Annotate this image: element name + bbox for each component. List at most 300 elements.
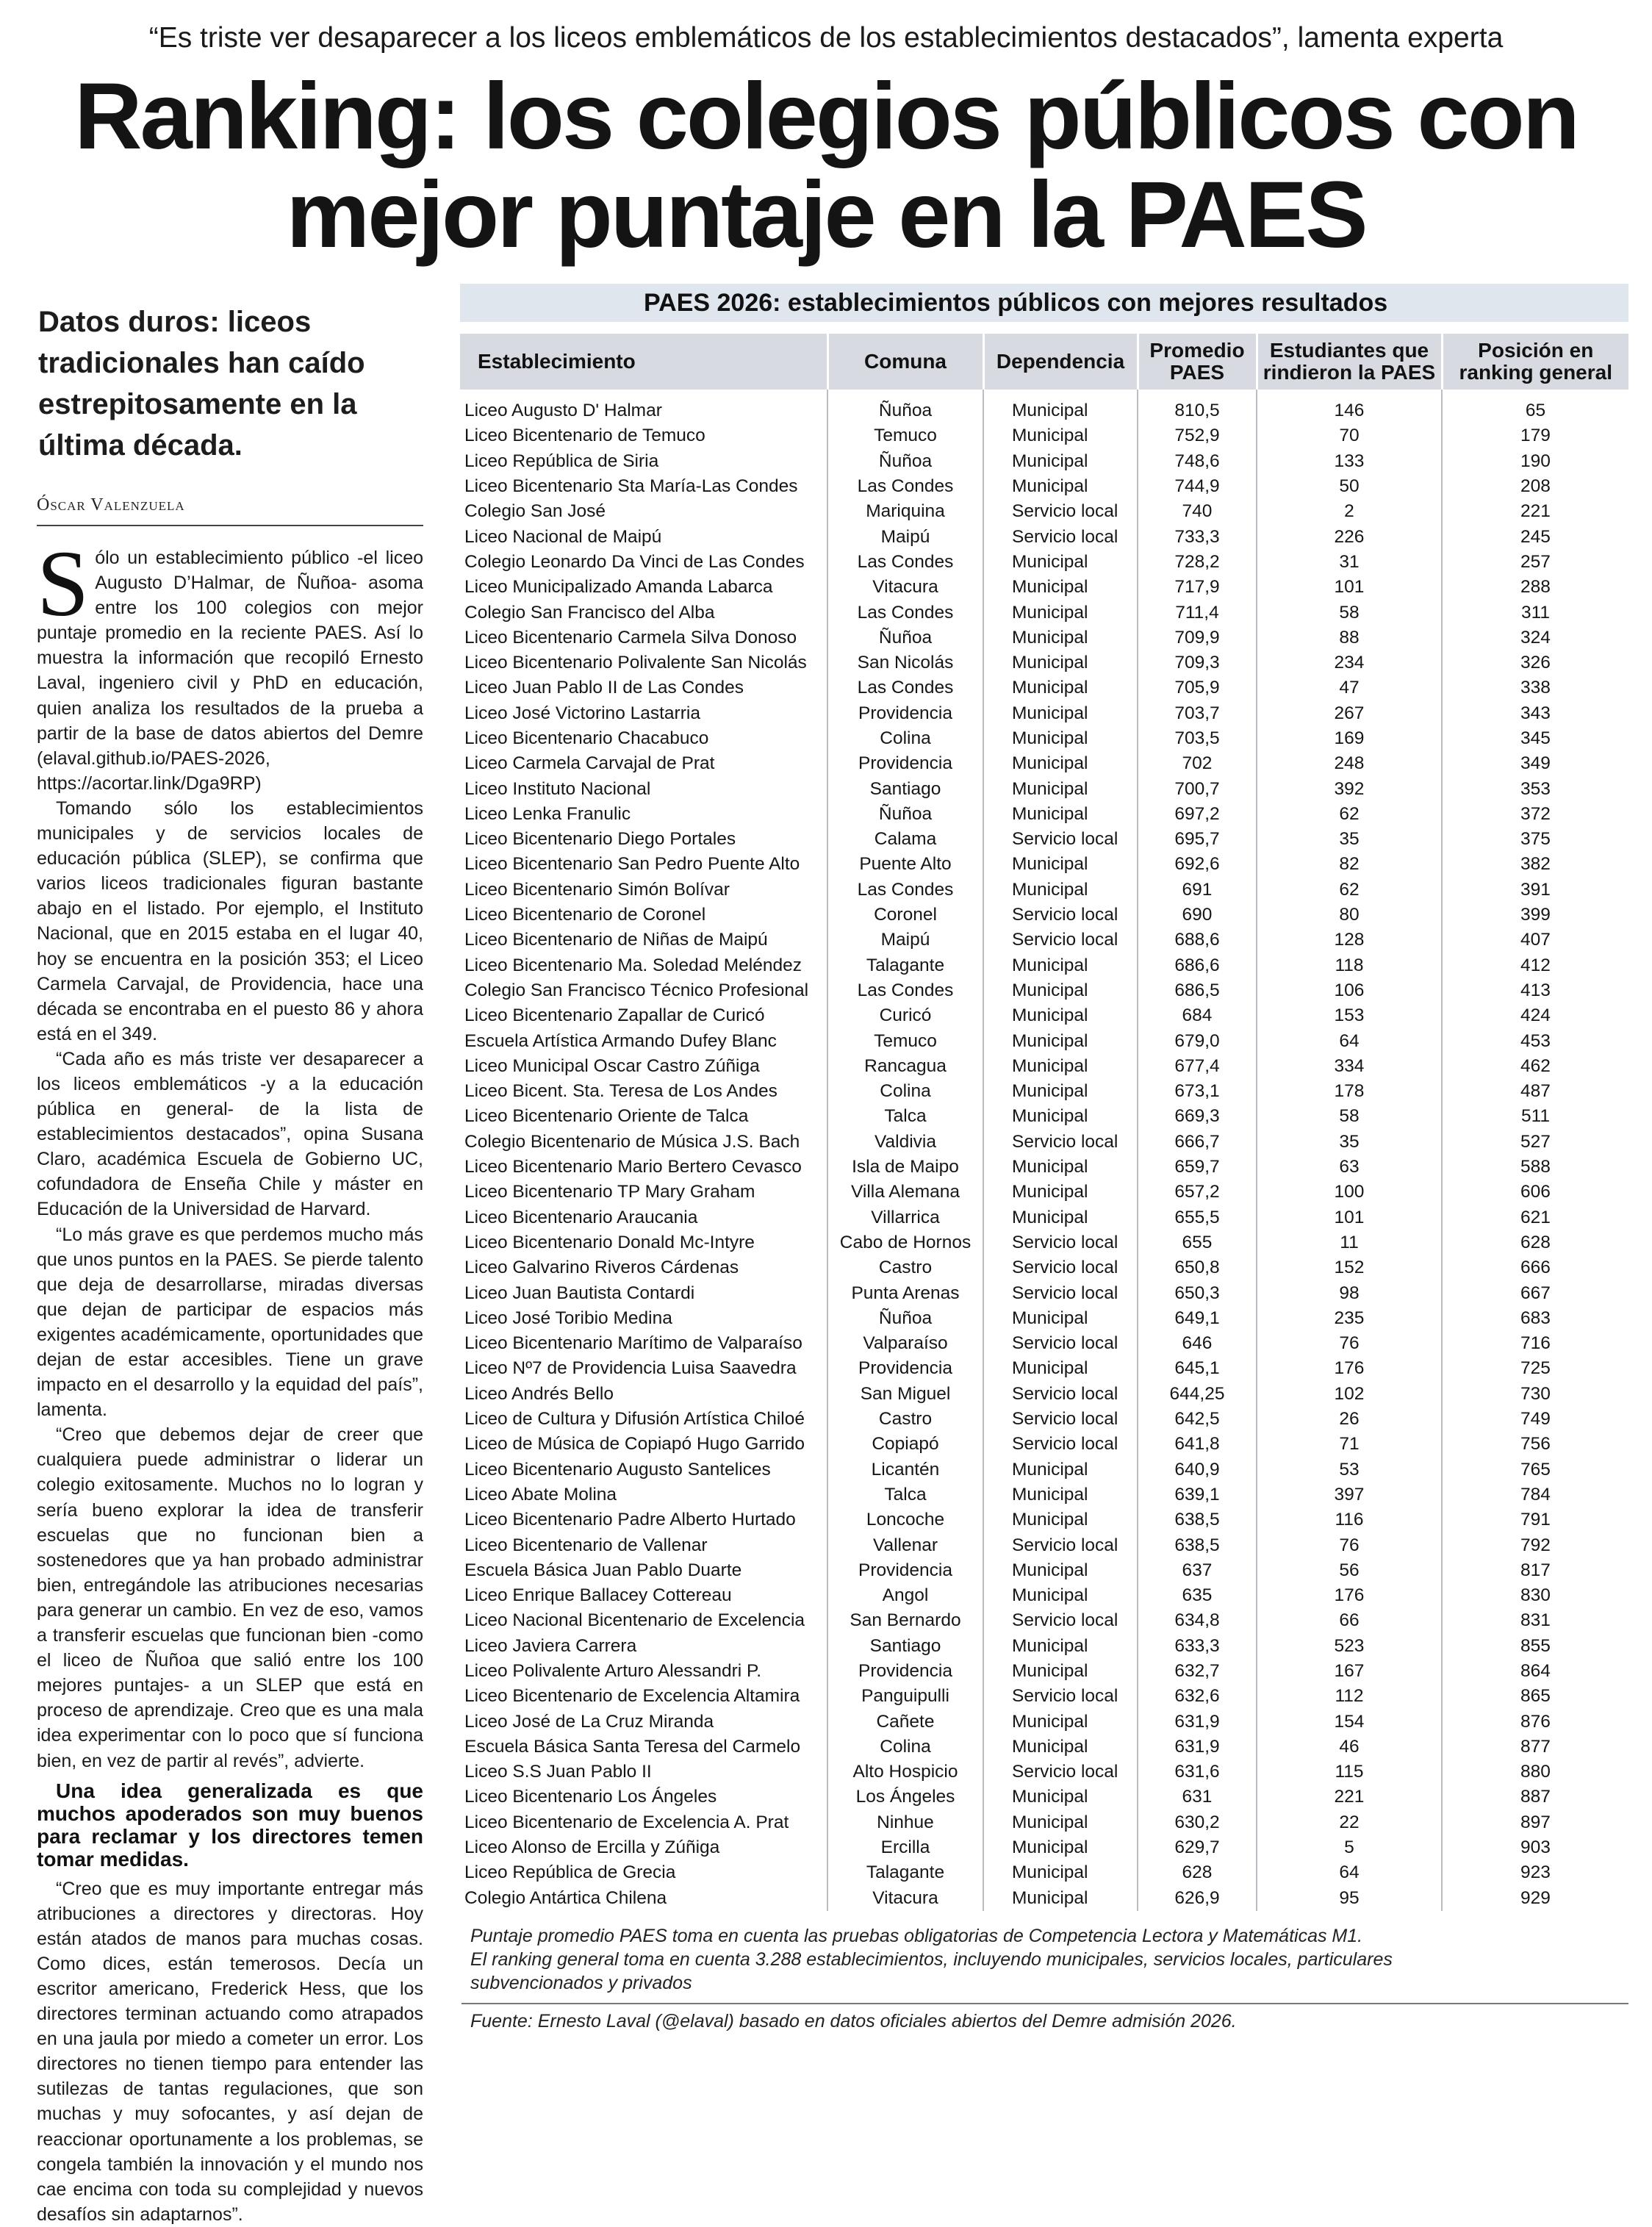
header-establecimiento: Establecimiento: [460, 334, 827, 390]
cell-promedio: 717,9: [1138, 575, 1257, 600]
cell-establecimiento: Liceo Bicent. Sta. Teresa de Los Andes: [464, 1081, 777, 1102]
note-ranking: El ranking general toma en cuenta 3.288 establecimientos, incluyendo municipales, servicios locales, particulares subvencionados y privados: [470, 1949, 1393, 1993]
cell-comuna: Ñuñoa: [827, 625, 983, 650]
cell-posicion: 880: [1442, 1760, 1628, 1785]
article-paragraph: “Creo que debemos dejar de creer que cualquiera puede administrar o liderar un colegio exitosamente. Muchos no lo logran y sería bueno explorar la idea de transferir escuelas que no funcionan bien a sostenedores que ya han probado administrar bien, entregándole las atribuciones necesarias para generar un cambio. En vez de eso, vamos a transferir escuelas que funcionan bien -como el liceo de Ñuñoa que salió entre los 100 mejores puntajes- a un SLEP que está en proceso de aprendizaje. Creo que es una mala idea experimentar con lo poco que sí funciona bien, en vez de partir al revés”, advierte.: [37, 1424, 423, 1771]
table-header-row: [460, 334, 1628, 390]
cell-promedio: 655,5: [1138, 1205, 1257, 1230]
cell-estudiantes: 70: [1257, 423, 1442, 448]
header-posicion: [1442, 334, 1628, 390]
cell-estudiantes: 334: [1257, 1054, 1442, 1079]
cell-posicion: 716: [1442, 1331, 1628, 1356]
cell-dependencia: Municipal: [983, 1709, 1138, 1734]
cell-dependencia: Municipal: [983, 1634, 1138, 1659]
table-row: [460, 751, 1628, 776]
article-text: ólo un establecimiento público -el liceo Augusto D’Halmar, de Ñuñoa- asoma entre los 100 colegios con mejor puntaje promedio en la reciente PAES. Así lo muestra la información que recopiló Ernesto Laval, ingeniero civil y PhD en educación, quien analiza los resultados de la prueba a partir de la base de datos abiertos del Demre (elaval.github.io/PAES-2026, https://acortar.link/Dga9RP): [37, 548, 423, 794]
cell-posicion: 190: [1442, 449, 1628, 474]
cell-estudiantes: 112: [1257, 1684, 1442, 1709]
cell-estudiantes: 47: [1257, 675, 1442, 700]
cell-dependencia: Municipal: [983, 1835, 1138, 1860]
cell-estudiantes: 169: [1257, 726, 1442, 751]
cell-establecimiento: Liceo Bicentenario Mario Bertero Cevasco: [464, 1157, 802, 1177]
table-source: Fuente: Ernesto Laval (@elaval) basado en datos oficiales abiertos del Demre admisión 2026.: [470, 2011, 1237, 2031]
cell-estudiantes: 248: [1257, 751, 1442, 776]
article-paragraph: Tomando sólo los establecimientos municipales y de servicios locales de educación pública (SLEP), se confirma que varios liceos tradicionales figuran bastante abajo en el listado. Por ejemplo, el Instituto Nacional, que en 2015 estaba en el lugar 40, hoy se encuentra en la posición 353; el Liceo Carmela Carvajal, de Providencia, hace una década se encontraba en el puesto 86 y ahora está en el 349.: [37, 797, 423, 1044]
table-row: [460, 1709, 1628, 1734]
table-row: [460, 550, 1628, 575]
cell-establecimiento: Liceo Nacional Bicentenario de Excelencia: [464, 1610, 805, 1631]
cell-dependencia: Municipal: [983, 650, 1138, 675]
cell-establecimiento: Liceo Bicentenario San Pedro Puente Alto: [464, 854, 800, 875]
table-row: [460, 600, 1628, 625]
table-row: [460, 1407, 1628, 1432]
cell-posicion: 929: [1442, 1886, 1628, 1911]
cell-posicion: 765: [1442, 1457, 1628, 1482]
table-row: [460, 524, 1628, 549]
cell-posicion: 326: [1442, 650, 1628, 675]
cell-promedio: 634,8: [1138, 1608, 1257, 1633]
cell-establecimiento: Liceo Instituto Nacional: [464, 778, 651, 799]
cell-posicion: 756: [1442, 1432, 1628, 1457]
cell-dependencia: Servicio local: [983, 1684, 1138, 1709]
cell-estudiantes: 392: [1257, 776, 1442, 801]
cell-posicion: 257: [1442, 550, 1628, 575]
cell-dependencia: Municipal: [983, 1028, 1138, 1053]
table-row: [460, 953, 1628, 978]
cell-promedio: 650,3: [1138, 1280, 1257, 1305]
table-row: [460, 625, 1628, 650]
cell-comuna: Talagante: [827, 953, 983, 978]
cell-establecimiento: Colegio San Francisco Técnico Profesional: [464, 980, 809, 1000]
cell-establecimiento: Liceo Bicentenario Zapallar de Curicó: [464, 1005, 765, 1026]
cell-estudiantes: 98: [1257, 1280, 1442, 1305]
cell-posicion: 527: [1442, 1130, 1628, 1155]
cell-estudiantes: 62: [1257, 878, 1442, 903]
table-row: [460, 1382, 1628, 1407]
cell-posicion: 324: [1442, 625, 1628, 650]
cell-comuna: Providencia: [827, 1659, 983, 1684]
cell-comuna: Coronel: [827, 903, 983, 928]
cell-estudiantes: 106: [1257, 978, 1442, 1003]
cell-dependencia: Servicio local: [983, 524, 1138, 549]
cell-promedio: 695,7: [1138, 827, 1257, 852]
cell-comuna: Vallenar: [827, 1532, 983, 1557]
cell-dependencia: Municipal: [983, 675, 1138, 700]
cell-estudiantes: 115: [1257, 1760, 1442, 1785]
cell-dependencia: Municipal: [983, 1810, 1138, 1835]
table-row: [460, 852, 1628, 877]
cell-posicion: 221: [1442, 499, 1628, 524]
cell-comuna: Villarrica: [827, 1205, 983, 1230]
table-row: [460, 1079, 1628, 1104]
cell-promedio: 631,6: [1138, 1760, 1257, 1785]
cell-estudiantes: 46: [1257, 1735, 1442, 1760]
cell-comuna: Las Condes: [827, 878, 983, 903]
table-row: [460, 1155, 1628, 1180]
cell-posicion: 399: [1442, 903, 1628, 928]
cell-comuna: Las Condes: [827, 600, 983, 625]
cell-dependencia: Servicio local: [983, 1382, 1138, 1407]
table-row: [460, 1760, 1628, 1785]
cell-estudiantes: 22: [1257, 1810, 1442, 1835]
cell-comuna: Curicó: [827, 1003, 983, 1028]
cell-dependencia: Servicio local: [983, 1532, 1138, 1557]
cell-promedio: 632,6: [1138, 1684, 1257, 1709]
cell-promedio: 644,25: [1138, 1382, 1257, 1407]
cell-posicion: 831: [1442, 1608, 1628, 1633]
cell-estudiantes: 64: [1257, 1860, 1442, 1885]
cell-promedio: 686,6: [1138, 953, 1257, 978]
cell-posicion: 621: [1442, 1205, 1628, 1230]
table-row: [460, 1785, 1628, 1810]
cell-comuna: San Miguel: [827, 1382, 983, 1407]
cell-comuna: Providencia: [827, 1558, 983, 1583]
cell-promedio: 640,9: [1138, 1457, 1257, 1482]
cell-posicion: 343: [1442, 701, 1628, 726]
cell-estudiantes: 100: [1257, 1180, 1442, 1205]
cell-posicion: 462: [1442, 1054, 1628, 1079]
table-row: [460, 701, 1628, 726]
cell-establecimiento: Liceo Bicentenario Donald Mc-Intyre: [464, 1232, 755, 1252]
cell-comuna: Las Condes: [827, 978, 983, 1003]
cell-estudiantes: 80: [1257, 903, 1442, 928]
cell-establecimiento: Liceo Bicentenario Padre Alberto Hurtado: [464, 1510, 796, 1530]
cell-posicion: 245: [1442, 524, 1628, 549]
cell-posicion: 345: [1442, 726, 1628, 751]
cell-dependencia: Municipal: [983, 1860, 1138, 1885]
cell-dependencia: Municipal: [983, 1886, 1138, 1911]
cell-posicion: 588: [1442, 1155, 1628, 1180]
cell-promedio: 690: [1138, 903, 1257, 928]
cell-promedio: 638,5: [1138, 1507, 1257, 1532]
deck: Datos duros: liceos tradicionales han caído estrepitosamente en la última década.: [38, 306, 365, 462]
cell-posicion: 311: [1442, 600, 1628, 625]
cell-estudiantes: 101: [1257, 1205, 1442, 1230]
cell-dependencia: Municipal: [983, 802, 1138, 827]
cell-establecimiento: Escuela Básica Santa Teresa del Carmelo: [464, 1736, 801, 1757]
cell-promedio: 645,1: [1138, 1356, 1257, 1381]
table-row: [460, 1659, 1628, 1684]
cell-establecimiento: Liceo Bicentenario Sta María-Las Condes: [464, 476, 798, 497]
cell-promedio: 688,6: [1138, 928, 1257, 953]
cell-promedio: 702: [1138, 751, 1257, 776]
cell-comuna: Colina: [827, 1079, 983, 1104]
table-row: [460, 1558, 1628, 1583]
cell-comuna: Rancagua: [827, 1054, 983, 1079]
cell-comuna: Valdivia: [827, 1130, 983, 1155]
cell-dependencia: Servicio local: [983, 1407, 1138, 1432]
cell-promedio: 629,7: [1138, 1835, 1257, 1860]
cell-promedio: 641,8: [1138, 1432, 1257, 1457]
cell-estudiantes: 11: [1257, 1230, 1442, 1255]
cell-establecimiento: Liceo Polivalente Arturo Alessandri P.: [464, 1660, 762, 1681]
cell-promedio: 697,2: [1138, 802, 1257, 827]
cell-establecimiento: Liceo Andrés Bello: [464, 1383, 614, 1404]
article-paragraph: “Creo que es muy importante entregar más atribuciones a directores y directoras. Hoy están atados de manos para muchas cosas. Como dices, están temerosos. Decía un escritor americano, Frederick Hess, que los directores terminan actuando como atrapados en una jaula por miedo a cometer un error. Los directores no tienen tiempo para entender las sutilezas de tantas regulaciones, que son muchas y muy sofocantes, y así dejan de reaccionar oportunamente a los problemas, se congela también la innovación y el mundo nos cae encima con toda su complejidad y nuevos desafíos sin adaptarnos”.: [37, 1878, 423, 2225]
cell-dependencia: Municipal: [983, 474, 1138, 499]
cell-dependencia: Municipal: [983, 1054, 1138, 1079]
cell-establecimiento: Liceo Nacional de Maipú: [464, 526, 662, 547]
cell-estudiantes: 71: [1257, 1432, 1442, 1457]
cell-posicion: 830: [1442, 1583, 1628, 1608]
article-paragraph: “Lo más grave es que perdemos mucho más que unos puntos en la PAES. Se pierde talento que deja de desarrollarse, miradas diversas que dejan de participar de espacios más exigentes académicamente, oportunidades que dejan de estar accesibles. Tiene un grave impacto en el desarrollo y la equidad del país”, lamenta.: [37, 1224, 423, 1421]
cell-promedio: 709,3: [1138, 650, 1257, 675]
cell-establecimiento: Liceo Bicentenario Carmela Silva Donoso: [464, 627, 797, 648]
header-posicion-line1: Posición en: [1478, 339, 1594, 362]
table-row: [460, 802, 1628, 827]
table-row: [460, 1104, 1628, 1129]
cell-comuna: San Bernardo: [827, 1608, 983, 1633]
cell-estudiantes: 58: [1257, 600, 1442, 625]
cell-promedio: 633,3: [1138, 1634, 1257, 1659]
cell-promedio: 752,9: [1138, 423, 1257, 448]
cell-promedio: 677,4: [1138, 1054, 1257, 1079]
cell-estudiantes: 56: [1257, 1558, 1442, 1583]
cell-establecimiento: Liceo Bicentenario Marítimo de Valparaíso: [464, 1333, 802, 1354]
cell-dependencia: Servicio local: [983, 1130, 1138, 1155]
cell-posicion: 923: [1442, 1860, 1628, 1885]
table-row: [460, 1028, 1628, 1053]
cell-dependencia: Municipal: [983, 701, 1138, 726]
header-estudiantes-line2: rindieron la PAES: [1263, 361, 1436, 384]
cell-estudiantes: 62: [1257, 802, 1442, 827]
table-row: [460, 827, 1628, 852]
cell-estudiantes: 226: [1257, 524, 1442, 549]
cell-posicion: 65: [1442, 390, 1628, 423]
cell-comuna: Talca: [827, 1482, 983, 1507]
cell-posicion: 887: [1442, 1785, 1628, 1810]
cell-establecimiento: Liceo José de La Cruz Miranda: [464, 1711, 714, 1732]
table-row: [460, 1583, 1628, 1608]
cell-comuna: Temuco: [827, 1028, 983, 1053]
cell-dependencia: Municipal: [983, 1104, 1138, 1129]
cell-establecimiento: Colegio Antártica Chilena: [464, 1887, 667, 1908]
cell-estudiantes: 102: [1257, 1382, 1442, 1407]
cell-establecimiento: Colegio San José: [464, 501, 606, 522]
table-row: [460, 1482, 1628, 1507]
cell-estudiantes: 76: [1257, 1532, 1442, 1557]
cell-estudiantes: 221: [1257, 1785, 1442, 1810]
cell-posicion: 791: [1442, 1507, 1628, 1532]
cell-promedio: 631,9: [1138, 1735, 1257, 1760]
cell-posicion: 511: [1442, 1104, 1628, 1129]
cell-posicion: 725: [1442, 1356, 1628, 1381]
ranking-table: [460, 334, 1628, 1911]
cell-promedio: 655: [1138, 1230, 1257, 1255]
cell-establecimiento: Liceo Juan Pablo II de Las Condes: [464, 678, 744, 698]
cell-promedio: 638,5: [1138, 1532, 1257, 1557]
cell-estudiantes: 146: [1257, 390, 1442, 423]
cell-establecimiento: Liceo de Música de Copiapó Hugo Garrido: [464, 1434, 805, 1455]
table-row: [460, 903, 1628, 928]
cell-promedio: 649,1: [1138, 1306, 1257, 1331]
cell-promedio: 684: [1138, 1003, 1257, 1028]
table-row: [460, 499, 1628, 524]
cell-comuna: Villa Alemana: [827, 1180, 983, 1205]
cell-estudiantes: 176: [1257, 1356, 1442, 1381]
cell-comuna: Providencia: [827, 751, 983, 776]
cell-promedio: 733,3: [1138, 524, 1257, 549]
cell-posicion: 876: [1442, 1709, 1628, 1734]
header-estudiantes: [1257, 334, 1442, 390]
cell-dependencia: Servicio local: [983, 1432, 1138, 1457]
cell-estudiantes: 82: [1257, 852, 1442, 877]
cell-establecimiento: Liceo Nº7 de Providencia Luisa Saavedra: [464, 1358, 797, 1379]
cell-posicion: 865: [1442, 1684, 1628, 1709]
cell-promedio: 810,5: [1138, 390, 1257, 423]
cell-posicion: 407: [1442, 928, 1628, 953]
cell-dependencia: Municipal: [983, 1482, 1138, 1507]
cell-establecimiento: Liceo Bicentenario Oriente de Talca: [464, 1106, 749, 1127]
table-row: [460, 878, 1628, 903]
table-row: [460, 1432, 1628, 1457]
cell-posicion: 855: [1442, 1634, 1628, 1659]
cell-promedio: 728,2: [1138, 550, 1257, 575]
headline-line-2: mejor puntaje en la PAES: [286, 162, 1366, 268]
cell-dependencia: Municipal: [983, 575, 1138, 600]
table-notes: [470, 1924, 1499, 1995]
cell-promedio: 637: [1138, 1558, 1257, 1583]
cell-dependencia: Municipal: [983, 751, 1138, 776]
cell-promedio: 744,9: [1138, 474, 1257, 499]
cell-posicion: 349: [1442, 751, 1628, 776]
table-row: [460, 1684, 1628, 1709]
cell-comuna: Colina: [827, 1735, 983, 1760]
cell-posicion: 391: [1442, 878, 1628, 903]
cell-dependencia: Servicio local: [983, 903, 1138, 928]
cell-estudiantes: 152: [1257, 1255, 1442, 1280]
cell-posicion: 666: [1442, 1255, 1628, 1280]
cell-promedio: 748,6: [1138, 449, 1257, 474]
cell-dependencia: Servicio local: [983, 1230, 1138, 1255]
cell-dependencia: Municipal: [983, 1659, 1138, 1684]
cell-estudiantes: 176: [1257, 1583, 1442, 1608]
cell-promedio: 626,9: [1138, 1886, 1257, 1911]
interview-question: Una idea generalizada es que muchos apoderados son muy buenos para reclamar y los directores temen tomar medidas.: [37, 1779, 423, 1871]
cell-promedio: 630,2: [1138, 1810, 1257, 1835]
table-row: [460, 1280, 1628, 1305]
cell-comuna: Vitacura: [827, 575, 983, 600]
byline: Óscar Valenzuela: [37, 495, 423, 526]
cell-dependencia: Municipal: [983, 1306, 1138, 1331]
table-row: [460, 1860, 1628, 1885]
table-row: [460, 1507, 1628, 1532]
cell-promedio: 686,5: [1138, 978, 1257, 1003]
cell-comuna: Ñuñoa: [827, 1306, 983, 1331]
table-row: [460, 1180, 1628, 1205]
kicker: “Es triste ver desaparecer a los liceos emblemáticos de los establecimientos destacados”, lamenta experta: [148, 22, 1504, 54]
cell-comuna: Temuco: [827, 423, 983, 448]
cell-dependencia: Municipal: [983, 878, 1138, 903]
cell-estudiantes: 116: [1257, 1507, 1442, 1532]
cell-comuna: Cabo de Hornos: [827, 1230, 983, 1255]
cell-comuna: Alto Hospicio: [827, 1760, 983, 1785]
cell-dependencia: Municipal: [983, 726, 1138, 751]
cell-comuna: Providencia: [827, 701, 983, 726]
cell-dependencia: Municipal: [983, 852, 1138, 877]
cell-promedio: 703,7: [1138, 701, 1257, 726]
cell-comuna: Isla de Maipo: [827, 1155, 983, 1180]
cell-comuna: Valparaíso: [827, 1331, 983, 1356]
cell-establecimiento: Liceo Bicentenario Los Ángeles: [464, 1787, 717, 1807]
table-row: [460, 1205, 1628, 1230]
cell-estudiantes: 95: [1257, 1886, 1442, 1911]
cell-estudiantes: 234: [1257, 650, 1442, 675]
cell-comuna: Cañete: [827, 1709, 983, 1734]
cell-promedio: 650,8: [1138, 1255, 1257, 1280]
cell-establecimiento: Liceo República de Grecia: [464, 1862, 676, 1883]
cell-establecimiento: Liceo Municipalizado Amanda Labarca: [464, 577, 773, 598]
table-row: [460, 575, 1628, 600]
cell-promedio: 631,9: [1138, 1709, 1257, 1734]
cell-establecimiento: Liceo Enrique Ballacey Cottereau: [464, 1585, 732, 1606]
cell-establecimiento: Liceo Bicentenario de Excelencia Altamira: [464, 1686, 800, 1707]
cell-comuna: Talca: [827, 1104, 983, 1129]
table-row: [460, 1054, 1628, 1079]
table-row: [460, 776, 1628, 801]
cell-posicion: 338: [1442, 675, 1628, 700]
cell-dependencia: Municipal: [983, 390, 1138, 423]
cell-establecimiento: Colegio Bicentenario de Música J.S. Bach: [464, 1131, 800, 1152]
cell-promedio: 692,6: [1138, 852, 1257, 877]
table-body: [460, 390, 1628, 1911]
table-row: [460, 650, 1628, 675]
cell-promedio: 740: [1138, 499, 1257, 524]
cell-establecimiento: Colegio San Francisco del Alba: [464, 602, 715, 623]
cell-establecimiento: Liceo Augusto D' Halmar: [464, 401, 662, 421]
cell-establecimiento: Liceo Bicentenario Araucania: [464, 1207, 698, 1227]
cell-estudiantes: 153: [1257, 1003, 1442, 1028]
cell-establecimiento: Liceo Alonso de Ercilla y Zúñiga: [464, 1837, 720, 1858]
cell-establecimiento: Liceo José Toribio Medina: [464, 1308, 672, 1328]
table-title: PAES 2026: establecimientos públicos con mejores resultados: [460, 284, 1628, 322]
cell-dependencia: Servicio local: [983, 499, 1138, 524]
cell-posicion: 877: [1442, 1735, 1628, 1760]
cell-promedio: 691: [1138, 878, 1257, 903]
cell-promedio: 631: [1138, 1785, 1257, 1810]
cell-posicion: 353: [1442, 776, 1628, 801]
cell-establecimiento: Liceo Bicentenario Chacabuco: [464, 728, 709, 748]
table-row: [460, 449, 1628, 474]
table-row: [460, 1457, 1628, 1482]
cell-establecimiento: Escuela Artística Armando Dufey Blanc: [464, 1030, 777, 1051]
cell-estudiantes: 64: [1257, 1028, 1442, 1053]
cell-comuna: Colina: [827, 726, 983, 751]
header-dependencia: Dependencia: [983, 334, 1138, 390]
cell-estudiantes: 53: [1257, 1457, 1442, 1482]
cell-estudiantes: 66: [1257, 1608, 1442, 1633]
cell-promedio: 628: [1138, 1860, 1257, 1885]
cell-posicion: 784: [1442, 1482, 1628, 1507]
cell-posicion: 453: [1442, 1028, 1628, 1053]
cell-dependencia: Municipal: [983, 550, 1138, 575]
cell-estudiantes: 118: [1257, 953, 1442, 978]
cell-establecimiento: Liceo Bicentenario de Niñas de Maipú: [464, 930, 768, 950]
cell-posicion: 179: [1442, 423, 1628, 448]
cell-posicion: 424: [1442, 1003, 1628, 1028]
article-body: [37, 531, 423, 2227]
cell-estudiantes: 76: [1257, 1331, 1442, 1356]
cell-establecimiento: Liceo Bicentenario Polivalente San Nicolás: [464, 653, 807, 673]
cell-dependencia: Municipal: [983, 600, 1138, 625]
table-row: [460, 1835, 1628, 1860]
cell-comuna: San Nicolás: [827, 650, 983, 675]
cell-estudiantes: 397: [1257, 1482, 1442, 1507]
cell-establecimiento: Liceo José Victorino Lastarria: [464, 703, 700, 723]
cell-dependencia: Servicio local: [983, 827, 1138, 852]
table-row: [460, 1130, 1628, 1155]
table-row: [460, 1003, 1628, 1028]
